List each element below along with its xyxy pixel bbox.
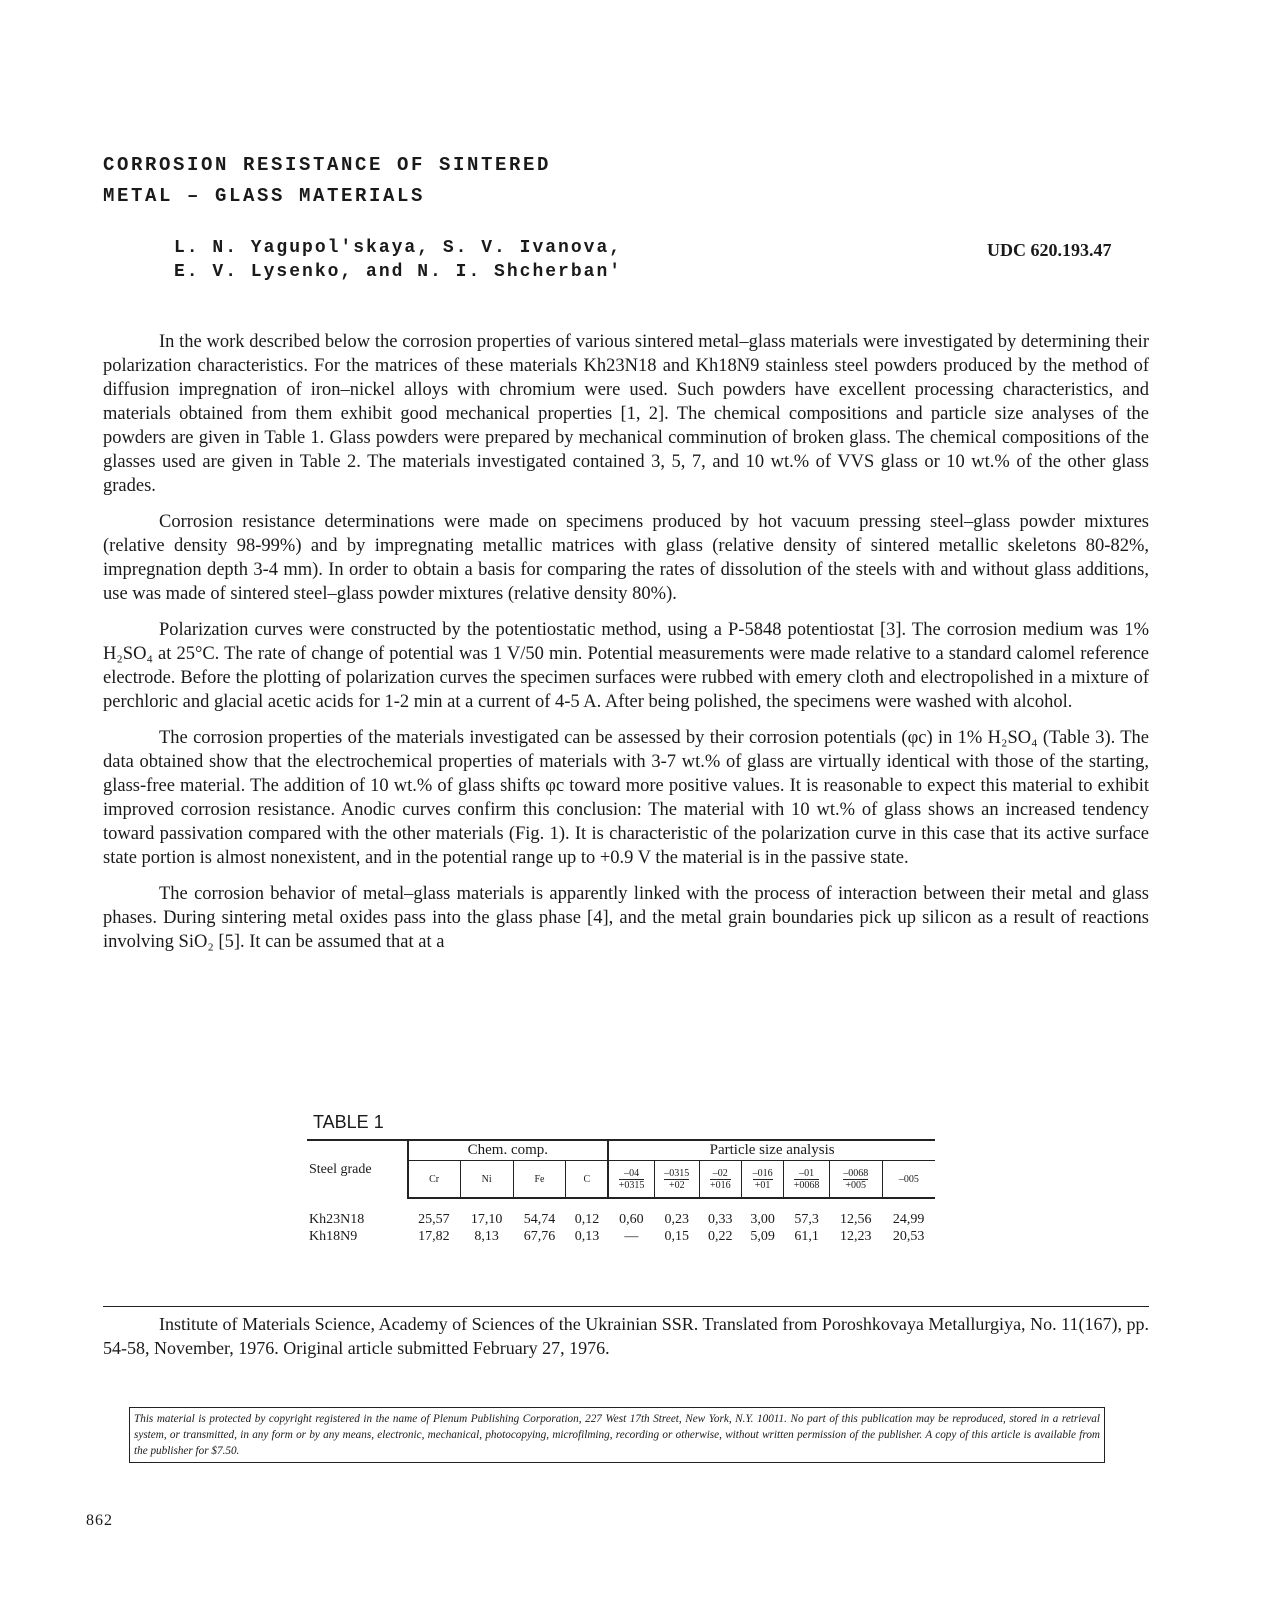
authors-line-1: L. N. Yagupol'skaya, S. V. Ivanova, [174, 238, 623, 258]
table-cell: 12,23 [840, 1229, 872, 1244]
table-cell: 0,13 [574, 1229, 600, 1244]
title-line-1: CORROSION RESISTANCE OF SINTERED [103, 154, 552, 176]
table-col-fe: Fe [513, 1161, 566, 1199]
table-cell: 5,09 [750, 1229, 775, 1244]
table-col-fraction: $\frac{-016}{+01}$ [741, 1161, 783, 1199]
table-cell: 25,57 [418, 1212, 450, 1227]
table-cell: 0,33 [708, 1212, 733, 1227]
steel-grade-cell: Kh18N9 [309, 1229, 358, 1244]
table-col-cr: Cr [408, 1161, 461, 1199]
table-cell: 8,13 [474, 1229, 499, 1244]
title-line-2: METAL – GLASS MATERIALS [103, 185, 426, 207]
table-col-fraction: $\frac{-02}{+016}$ [699, 1161, 741, 1199]
table-col-fraction: $\frac{-0315}{+02}$ [655, 1161, 700, 1199]
table-cell: 12,56 [840, 1212, 872, 1227]
paragraph: In the work described below the corrosion properties of various sintered metal–glass materials were investigated by determining their polarization characteristics. For the matrices of these materials Kh23N18 and Kh18N9 stainless steel powders produced by the method of diffusion impregnation of iron–nickel alloys with chromium were used. Such powders have excellent processing characteristics, and materials obtained from them exhibit good mechanical properties [1, 2]. The chemical compositions and particle size analyses of the powders are given in Table 1. Glass powders were prepared by mechanical comminution of broken glass. The chemical compositions of the glasses used are given in Table 2. The materials investigated contained 3, 5, 7, and 10 wt.% of VVS glass or 10 wt.% of the other glass grades. [103, 332, 1149, 496]
table-cell: — [624, 1229, 639, 1244]
authors-line-2: E. V. Lysenko, and N. I. Shcherban' [174, 262, 623, 282]
table-cell: 0,22 [708, 1229, 733, 1244]
article-body [103, 330, 1149, 966]
table-col-c: C [566, 1161, 608, 1199]
table-header-particle-size: Particle size analysis [608, 1140, 935, 1161]
table-col-fraction: $\frac{-0068}{+005}$ [829, 1161, 882, 1199]
table-row [307, 1228, 935, 1245]
copyright-notice: This material is protected by copyright registered in the name of Plenum Publishing Corporation, 227 West 17th Street, New York, N.Y. 10011. No part of this publication may be reproduced, stored in a retrieval system, or transmitted, in any form or by any means, electronic, mechanical, photocopying, microfilming, recording or otherwise, without written permission of the publisher. A copy of this article is available from the publisher for $7.50. [129, 1407, 1105, 1463]
table-cell: 67,76 [523, 1229, 556, 1244]
table-cell: 24,99 [892, 1212, 925, 1227]
udc-code: UDC 620.193.47 [987, 240, 1112, 260]
table-cell: 20,53 [892, 1229, 925, 1244]
paragraph: The corrosion properties of the materials investigated can be assessed by their corrosion potentials (φc) in 1% H₂SO₄ (Table 3). The data obtained show that the electrochemical properties of materials with 3-7 wt.% of glass are virtually identical with those of the starting, glass-free material. The addition of 10 wt.% of glass shifts φc toward more positive values. It is reasonable to expect this material to exhibit improved corrosion resistance. Anodic curves confirm this conclusion: The material with 10 wt.% of glass shows an increased tendency toward passivation compared with the other materials (Fig. 1). It is characteristic of the polarization curve in this case that its active surface state portion is almost nonexistent, and in the potential range up to +0.9 V the material is in the passive state. [103, 728, 1149, 868]
table-col-fraction: –005 [882, 1161, 935, 1199]
paragraph: Polarization curves were constructed by the potentiostatic method, using a P-5848 potentiostat [3]. The corrosion medium was 1% H₂SO₄ at 25°C. The rate of change of potential was 1 V/50 min. Potential measurements were made relative to a standard calomel reference electrode. Before the plotting of polarization curves the specimen surfaces were rubbed with emery cloth and electropolished in a mixture of perchloric and glacial acetic acids for 1-2 min at a current of 4-5 A. After being polished, the specimens were washed with alcohol. [103, 620, 1149, 712]
table-header-steel-grade: Steel grade [307, 1140, 408, 1198]
page-number: 862 [86, 1512, 113, 1529]
table-col-fraction: $\frac{-01}{+0068}$ [784, 1161, 830, 1199]
table-cell: 61,1 [794, 1229, 819, 1244]
paragraph: The corrosion behavior of metal–glass materials is apparently linked with the process of interaction between their metal and glass phases. During sintering metal oxides pass into the glass phase [4], and the metal grain boundaries pick up silicon as a result of reactions involving SiO₂ [5]. It can be assumed that at a [103, 884, 1149, 952]
table-1 [307, 1139, 935, 1245]
table-cell: 0,15 [664, 1229, 690, 1244]
table-col-fraction: $\frac{-04}{+0315}$ [608, 1161, 654, 1199]
article-title [103, 150, 551, 212]
table-cell: 0,23 [664, 1212, 690, 1227]
table-cell: 3,00 [750, 1212, 775, 1227]
affiliation-note: Institute of Materials Science, Academy of Sciences of the Ukrainian SSR. Translated from Poroshkovaya Metallurgiya, No. 11(167), pp. 54-58, November, 1976. Original article submitted February 27, 1976. [103, 1314, 1149, 1358]
table-col-ni: Ni [460, 1161, 513, 1199]
footnote-divider [103, 1306, 1149, 1307]
table-cell: 0,12 [574, 1212, 600, 1227]
author-list [174, 236, 622, 284]
table-caption: TABLE 1 [313, 1112, 384, 1132]
table-row [307, 1211, 935, 1228]
table-cell: 57,3 [794, 1212, 819, 1227]
table-cell: 17,82 [418, 1229, 450, 1244]
table-header-chem-comp: Chem. comp. [408, 1140, 609, 1161]
steel-grade-cell: Kh23N18 [309, 1212, 365, 1227]
table-cell: 0,60 [619, 1212, 644, 1227]
table-cell: 17,10 [470, 1212, 503, 1227]
table-cell: 54,74 [523, 1212, 556, 1227]
paragraph: Corrosion resistance determinations were made on specimens produced by hot vacuum pressing steel–glass powder mixtures (relative density 98-99%) and by impregnating metallic matrices with glass (relative density of sintered metallic skeletons 80-82%, impregnation depth 3-4 mm). In order to obtain a basis for comparing the rates of dissolution of the steels with and without glass additions, use was made of sintered steel–glass powder mixtures (relative density 80%). [103, 512, 1149, 604]
